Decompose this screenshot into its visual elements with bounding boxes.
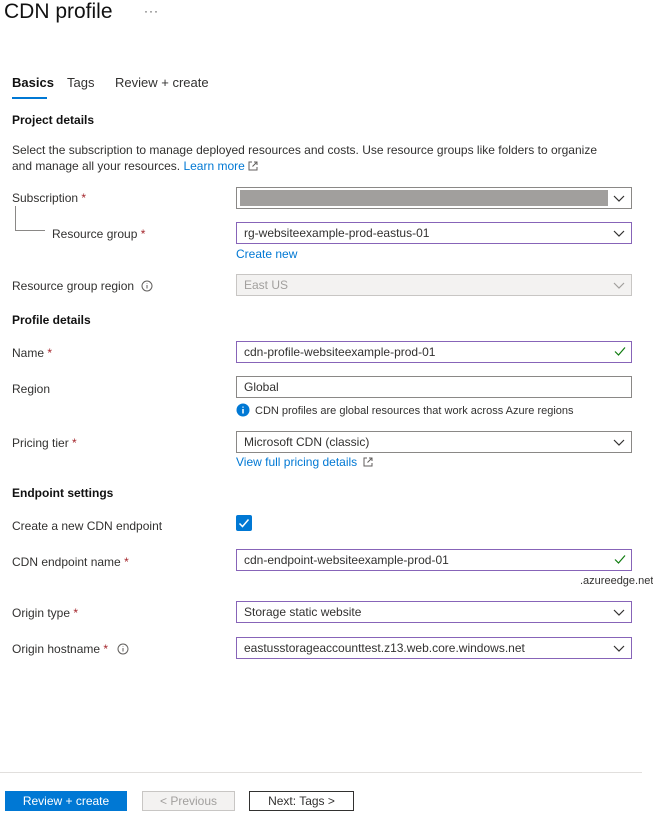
checkmark-icon: [614, 553, 626, 565]
resource-group-region-dropdown: [236, 274, 632, 296]
resource-group-region-label: Resource group region: [12, 279, 153, 293]
info-filled-icon: [236, 403, 250, 417]
endpoint-settings-heading: Endpoint settings: [12, 486, 114, 500]
external-link-icon: [363, 457, 373, 467]
review-create-button[interactable]: Review + create: [5, 791, 127, 811]
description-text: Select the subscription to manage deployed resources and costs. Use resource groups like folders to organize and manage all your resources.: [12, 143, 597, 173]
profile-details-heading: Profile details: [12, 313, 91, 327]
origin-hostname-value: eastusstorageaccounttest.z13.web.core.windows.net: [244, 641, 525, 655]
origin-hostname-label: Origin hostname *: [12, 642, 129, 656]
tab-review-create[interactable]: Review + create: [115, 75, 209, 90]
checkmark-icon: [614, 345, 626, 357]
footer-divider: [0, 772, 642, 773]
project-details-description: [12, 142, 612, 174]
region-input: [236, 376, 632, 398]
checkmark-icon: [236, 515, 252, 531]
chevron-down-icon: [613, 437, 625, 447]
pricing-tier-dropdown[interactable]: [236, 431, 632, 453]
name-value: cdn-profile-websiteexample-prod-01: [244, 345, 436, 359]
region-info-text: CDN profiles are global resources that work across Azure regions: [255, 405, 574, 417]
pricing-details-link[interactable]: View full pricing details: [236, 455, 373, 469]
region-label: Region: [12, 382, 51, 396]
chevron-down-icon: [613, 228, 625, 238]
pricing-tier-label: Pricing tier *: [12, 436, 77, 450]
origin-type-value: Storage static website: [244, 605, 362, 619]
region-info: [236, 403, 574, 417]
active-tab-indicator: [12, 97, 47, 99]
resource-group-region-value: East US: [244, 278, 289, 292]
info-icon[interactable]: [141, 280, 153, 292]
resource-group-dropdown[interactable]: [236, 222, 632, 244]
name-input[interactable]: [236, 341, 632, 363]
tab-tags[interactable]: Tags: [67, 75, 95, 90]
previous-button: < Previous: [142, 791, 235, 811]
resource-group-label: Resource group *: [52, 227, 146, 241]
endpoint-name-input[interactable]: [236, 549, 632, 571]
chevron-down-icon: [613, 643, 625, 653]
endpoint-suffix: .azureedge.net: [580, 575, 653, 587]
endpoint-name-label: CDN endpoint name *: [12, 555, 129, 569]
learn-more-link[interactable]: Learn more: [183, 159, 258, 173]
redacted-subscription-value: [240, 190, 608, 206]
create-new-link[interactable]: Create new: [236, 247, 298, 261]
origin-type-dropdown[interactable]: [236, 601, 632, 623]
subscription-label: Subscription *: [12, 191, 87, 205]
chevron-down-icon: [613, 193, 625, 203]
next-tags-button[interactable]: Next: Tags >: [249, 791, 354, 811]
info-icon[interactable]: [117, 643, 129, 655]
pricing-tier-value: Microsoft CDN (classic): [244, 435, 370, 449]
origin-type-label: Origin type *: [12, 606, 79, 620]
chevron-down-icon: [613, 607, 625, 617]
project-details-heading: Project details: [12, 113, 95, 127]
region-value: Global: [244, 380, 279, 394]
tree-connector: [15, 206, 45, 231]
tab-basics[interactable]: Basics: [12, 75, 54, 90]
create-endpoint-checkbox[interactable]: [236, 515, 252, 531]
external-link-icon: [248, 161, 258, 171]
origin-hostname-dropdown[interactable]: [236, 637, 632, 659]
more-options-button[interactable]: ···: [144, 4, 159, 18]
page-title: CDN profile: [4, 0, 113, 23]
chevron-down-icon: [613, 280, 625, 290]
resource-group-value: rg-websiteexample-prod-eastus-01: [244, 226, 430, 240]
endpoint-name-value: cdn-endpoint-websiteexample-prod-01: [244, 553, 449, 567]
subscription-dropdown[interactable]: [236, 187, 632, 209]
name-label: Name *: [12, 346, 53, 360]
create-endpoint-label: Create a new CDN endpoint: [12, 519, 163, 533]
